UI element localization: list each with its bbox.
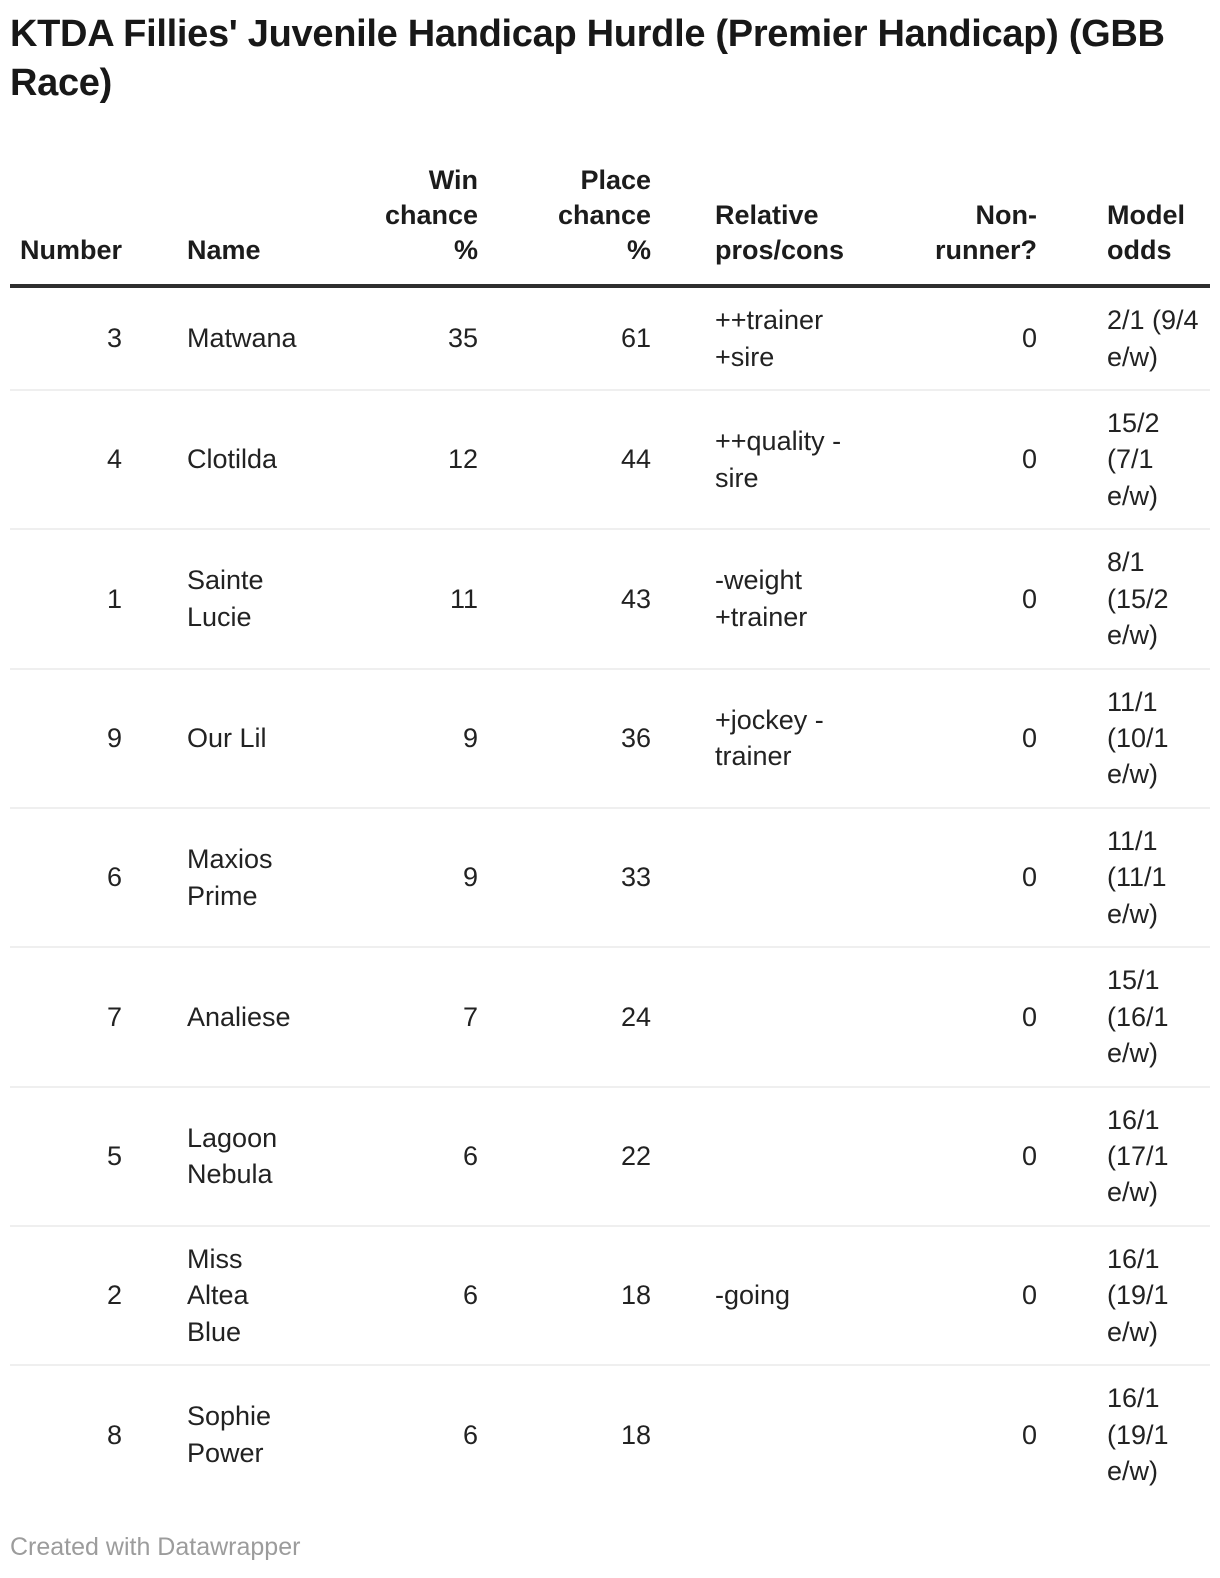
table-row <box>10 947 1210 1086</box>
cell-win-chance: 12 <box>330 390 478 529</box>
cell-place-chance: 24 <box>478 947 651 1086</box>
cell-win-chance: 9 <box>330 808 478 947</box>
table-row <box>10 808 1210 947</box>
table-row <box>10 669 1210 808</box>
cell-place-chance: 33 <box>478 808 651 947</box>
cell-number: 4 <box>10 390 122 529</box>
cell-win-chance: 6 <box>330 1365 478 1503</box>
cell-pros-cons <box>651 808 865 947</box>
cell-number: 3 <box>106 323 122 354</box>
table-row <box>10 1087 1210 1226</box>
cell-number: 5 <box>10 1087 122 1226</box>
cell-number: 9 <box>10 669 122 808</box>
cell-model-odds: 15/1 (16/1 e/w) <box>1037 947 1210 1086</box>
col-header-pros-cons: Relative pros/cons <box>651 163 865 286</box>
cell-name: Sophie Power <box>122 1365 330 1503</box>
cell-model-odds: 8/1 (15/2 e/w) <box>1037 529 1210 668</box>
cell-non-runner: 0 <box>1021 323 1037 354</box>
table-row <box>10 1226 1210 1365</box>
cell-pros-cons <box>651 1087 865 1226</box>
cell-model-odds: 16/1 (17/1 e/w) <box>1037 1087 1210 1226</box>
col-header-number: Number <box>10 163 122 286</box>
cell-place-chance: 61 <box>620 323 651 354</box>
table-row <box>10 529 1210 668</box>
cell-model-odds: 16/1 (19/1 e/w) <box>1037 1226 1210 1365</box>
cell-name: Analiese <box>122 947 330 1086</box>
cell-pros-cons <box>651 1365 865 1503</box>
cell-non-runner: 0 <box>865 1226 1037 1365</box>
cell-name: Our Lil <box>122 669 330 808</box>
cell-place-chance: 44 <box>478 390 651 529</box>
cell-number: 6 <box>10 808 122 947</box>
table-header <box>10 163 1210 286</box>
race-odds-table <box>10 163 1210 1504</box>
cell-name: Miss Altea Blue <box>122 1226 330 1365</box>
cell-pros-cons: -going <box>651 1226 865 1365</box>
col-header-place-chance: Place chance % <box>478 163 651 286</box>
cell-pros-cons: ++trainer +sire <box>715 305 824 372</box>
cell-win-chance: 7 <box>330 947 478 1086</box>
cell-model-odds: 16/1 (19/1 e/w) <box>1037 1365 1210 1503</box>
datawrapper-credit-link[interactable]: Created with Datawrapper <box>10 1533 301 1562</box>
cell-name: Matwana <box>187 323 297 354</box>
cell-win-chance: 11 <box>330 529 478 668</box>
cell-win-chance: 6 <box>330 1226 478 1365</box>
cell-place-chance: 18 <box>478 1226 651 1365</box>
cell-win-chance: 35 <box>447 323 478 354</box>
cell-non-runner: 0 <box>865 947 1037 1086</box>
cell-number: 2 <box>10 1226 122 1365</box>
cell-number: 8 <box>10 1365 122 1503</box>
table-row <box>10 390 1210 529</box>
cell-name: Sainte Lucie <box>122 529 330 668</box>
cell-number: 7 <box>10 947 122 1086</box>
col-header-name: Name <box>122 163 330 286</box>
cell-model-odds: 11/1 (10/1 e/w) <box>1037 669 1210 808</box>
cell-pros-cons: ++quality -sire <box>651 390 865 529</box>
cell-model-odds: 2/1 (9/4 e/w) <box>1107 305 1199 372</box>
cell-non-runner: 0 <box>865 529 1037 668</box>
cell-non-runner: 0 <box>865 1365 1037 1503</box>
cell-model-odds: 15/2 (7/1 e/w) <box>1037 390 1210 529</box>
cell-non-runner: 0 <box>865 808 1037 947</box>
cell-non-runner: 0 <box>865 390 1037 529</box>
col-header-non-runner: Non-runner? <box>865 163 1037 286</box>
cell-name: Maxios Prime <box>122 808 330 947</box>
cell-pros-cons: -weight +trainer <box>651 529 865 668</box>
cell-win-chance: 9 <box>330 669 478 808</box>
cell-place-chance: 22 <box>478 1087 651 1226</box>
cell-place-chance: 18 <box>478 1365 651 1503</box>
cell-non-runner: 0 <box>865 669 1037 808</box>
cell-non-runner: 0 <box>865 1087 1037 1226</box>
col-header-win-chance: Win chance % <box>330 163 478 286</box>
table-row <box>10 286 1210 390</box>
table-body <box>10 286 1210 1503</box>
cell-pros-cons: +jockey -trainer <box>651 669 865 808</box>
chart-title: KTDA Fillies' Juvenile Handicap Hurdle (Premier Handicap) (GBB Race) <box>10 13 1165 105</box>
cell-pros-cons <box>651 947 865 1086</box>
cell-model-odds: 11/1 (11/1 e/w) <box>1037 808 1210 947</box>
cell-place-chance: 43 <box>478 529 651 668</box>
cell-number: 1 <box>10 529 122 668</box>
table-row <box>10 1365 1210 1503</box>
cell-place-chance: 36 <box>478 669 651 808</box>
cell-name: Clotilda <box>122 390 330 529</box>
cell-win-chance: 6 <box>330 1087 478 1226</box>
cell-name: Lagoon Nebula <box>122 1087 330 1226</box>
col-header-model-odds: Model odds <box>1037 163 1210 286</box>
header-row <box>10 163 1210 286</box>
